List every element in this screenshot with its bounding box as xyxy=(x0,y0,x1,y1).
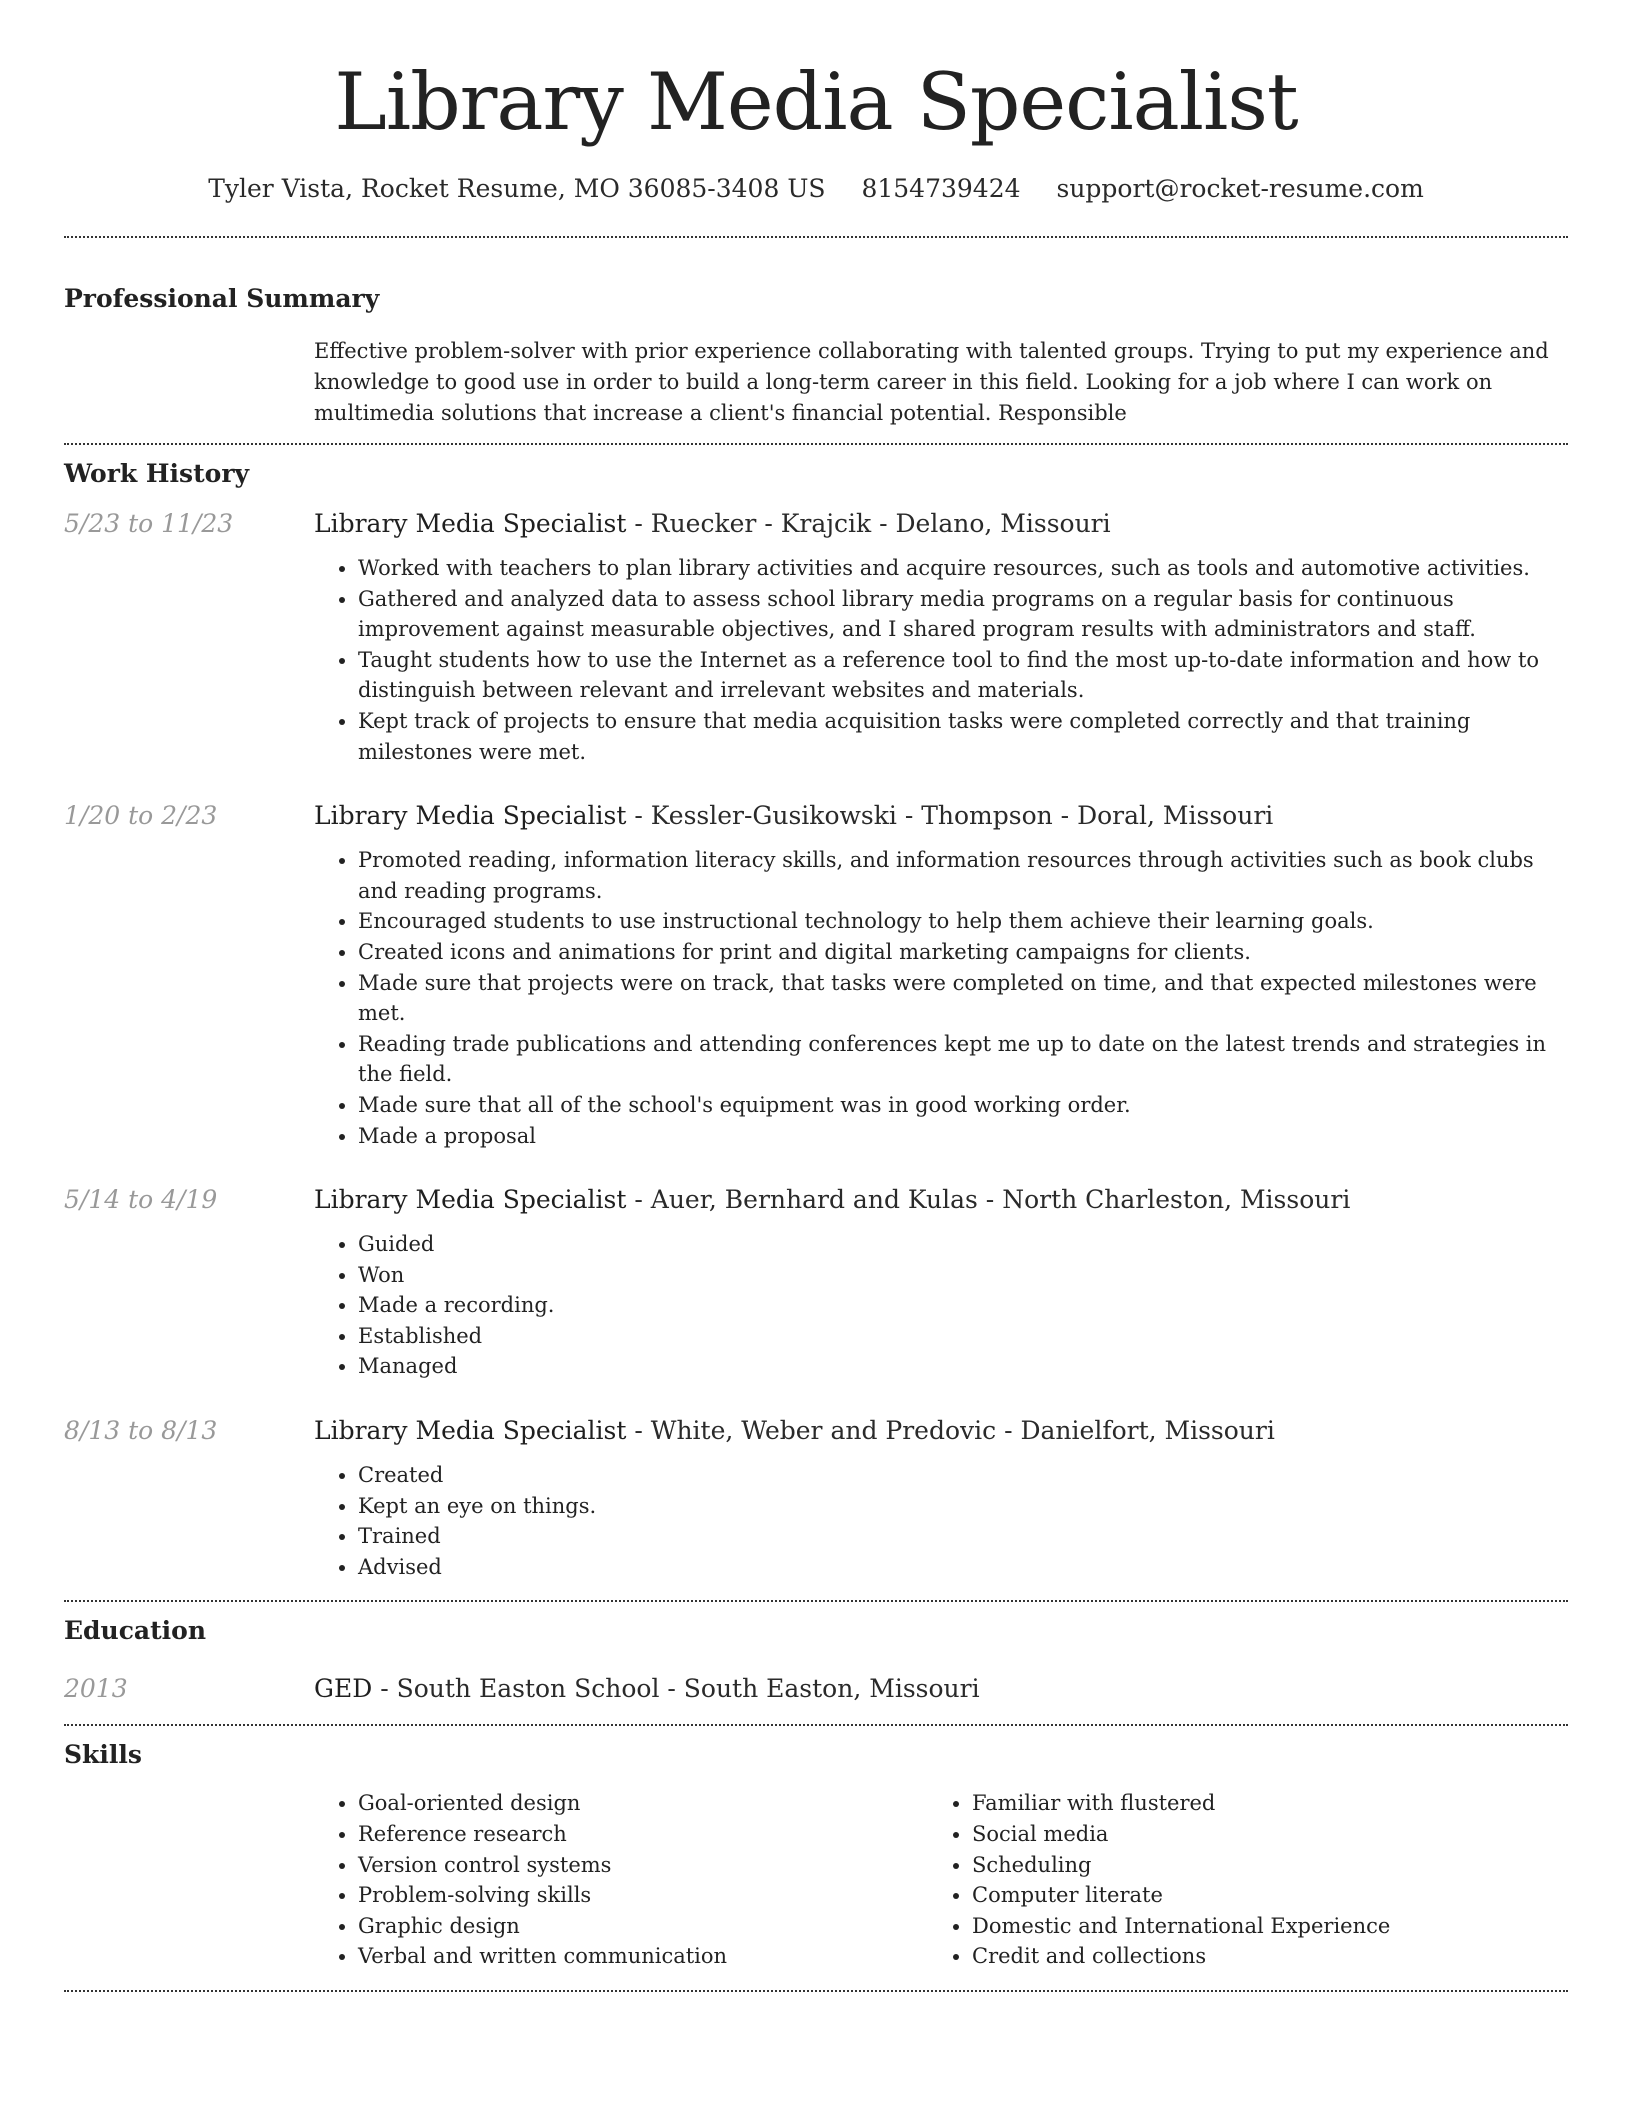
divider xyxy=(64,443,1568,445)
job-entry xyxy=(64,507,1568,767)
job-bullet: • Gathered and analyzed data to assess school library media programs on a regular basis for continuous improvement against measurable objectives, and I shared program results with administrators and staff. xyxy=(358,584,1568,645)
job-employer: - Auer, Bernhard and Kulas - North Charleston, Missouri xyxy=(626,1185,1351,1215)
job-dates: 1/20 to 2/23 xyxy=(64,801,218,831)
contact-line xyxy=(64,172,1568,206)
job-bullet: • Encouraged students to use instructional technology to help them achieve their learning goals. xyxy=(358,906,1568,937)
job-dates: 5/14 to 4/19 xyxy=(64,1185,218,1215)
job-bullet: • Advised xyxy=(358,1552,1568,1583)
skill-item: • Graphic design xyxy=(358,1911,928,1942)
job-bullet: • Managed xyxy=(358,1351,1568,1382)
job-header xyxy=(314,507,1568,541)
job-body xyxy=(314,1183,1568,1382)
job-title: Library Media Specialist xyxy=(314,1185,627,1215)
job-bullets xyxy=(314,845,1568,1151)
skill-item: • Problem-solving skills xyxy=(358,1880,928,1911)
job-dates: 5/23 to 11/23 xyxy=(64,509,234,538)
job-dates: 8/13 to 8/13 xyxy=(64,1416,218,1446)
education-heading: Education xyxy=(64,1616,207,1646)
job-bullet: • Established xyxy=(358,1321,1568,1352)
divider xyxy=(64,1724,1568,1726)
job-bullet: • Taught students how to use the Internet as a reference tool to find the most up-to-date information and how to distinguish between relevant and irrelevant websites and materials. xyxy=(358,645,1568,706)
job-bullet: • Created xyxy=(358,1460,1568,1491)
divider xyxy=(64,236,1568,238)
job-bullets xyxy=(314,553,1568,767)
job-bullet: • Worked with teachers to plan library activities and acquire resources, such as tools and automotive activities. xyxy=(358,553,1568,584)
job-entry xyxy=(64,799,1568,1151)
contact-phone: 8154739424 xyxy=(861,174,1021,203)
education-school: - South Easton School - South Easton, Missouri xyxy=(372,1674,980,1704)
skills-list-right xyxy=(928,1788,1568,1972)
skills-list-left xyxy=(314,1788,928,1972)
contact-address: Tyler Vista, Rocket Resume, MO 36085-3408 US xyxy=(208,174,826,203)
skill-item: • Computer literate xyxy=(972,1880,1568,1911)
job-bullet: • Made sure that all of the school's equipment was in good working order. xyxy=(358,1090,1568,1121)
divider xyxy=(64,1990,1568,1992)
work-history-section xyxy=(64,457,1568,1582)
education-body xyxy=(314,1672,1568,1706)
job-bullets xyxy=(314,1229,1568,1382)
summary-heading: Professional Summary xyxy=(64,284,380,313)
skill-item: • Credit and collections xyxy=(972,1941,1568,1972)
job-employer: - Ruecker - Krajcik - Delano, Missouri xyxy=(626,509,1111,538)
job-employer: - White, Weber and Predovic - Danielfort, Missouri xyxy=(626,1416,1275,1446)
skill-item: • Version control systems xyxy=(358,1850,928,1881)
job-entry xyxy=(64,1414,1568,1582)
skill-item: • Scheduling xyxy=(972,1850,1568,1881)
job-title: Library Media Specialist xyxy=(314,509,627,538)
job-bullet: • Trained xyxy=(358,1521,1568,1552)
education-year: 2013 xyxy=(64,1674,128,1704)
resume-title: Library Media Specialist xyxy=(334,56,1298,148)
skill-item: • Social media xyxy=(972,1819,1568,1850)
job-entry xyxy=(64,1183,1568,1382)
job-bullets xyxy=(314,1460,1568,1582)
job-bullet: • Reading trade publications and attending conferences kept me up to date on the latest trends and strategies in the field. xyxy=(358,1029,1568,1090)
job-bullet: • Kept track of projects to ensure that media acquisition tasks were completed correctly and that training milestones were met. xyxy=(358,706,1568,767)
skill-item: • Domestic and International Experience xyxy=(972,1911,1568,1942)
summary-text: Effective problem-solver with prior experience collaborating with talented groups. Trying to put my experience and knowledge to good use in order to build a long-term career in this field. Looking for a job where I can work on multimedia solutions that increase a client's financial potential. Responsible xyxy=(314,339,1549,425)
job-header xyxy=(314,799,1568,833)
job-bullet: • Created icons and animations for print and digital marketing campaigns for clients. xyxy=(358,937,1568,968)
job-bullet: • Guided xyxy=(358,1229,1568,1260)
skill-item: • Reference research xyxy=(358,1819,928,1850)
job-bullet: • Made sure that projects were on track, that tasks were completed on time, and that expected milestones were met. xyxy=(358,968,1568,1029)
job-body xyxy=(314,507,1568,767)
skills-heading: Skills xyxy=(64,1740,142,1770)
job-bullet: • Promoted reading, information literacy skills, and information resources through activities such as book clubs and reading programs. xyxy=(358,845,1568,906)
summary-section xyxy=(64,282,1568,429)
job-bullet: • Made a proposal xyxy=(358,1121,1568,1152)
job-bullet: • Made a recording. xyxy=(358,1290,1568,1321)
work-history-heading: Work History xyxy=(64,459,250,488)
job-employer: - Kessler-Gusikowski - Thompson - Doral, Missouri xyxy=(626,801,1274,831)
job-header xyxy=(314,1414,1568,1448)
skills-section xyxy=(64,1738,1568,1972)
job-title: Library Media Specialist xyxy=(314,1416,627,1446)
skills-grid xyxy=(314,1788,1568,1972)
education-header xyxy=(314,1672,1568,1706)
skill-item: • Verbal and written communication xyxy=(358,1941,928,1972)
education-degree: GED xyxy=(314,1674,373,1704)
skill-item: • Familiar with flustered xyxy=(972,1788,1568,1819)
job-title: Library Media Specialist xyxy=(314,801,627,831)
job-bullet: • Kept an eye on things. xyxy=(358,1491,1568,1522)
education-section xyxy=(64,1614,1568,1706)
divider xyxy=(64,1600,1568,1602)
skill-item: • Goal-oriented design xyxy=(358,1788,928,1819)
job-body xyxy=(314,1414,1568,1582)
job-bullet: • Won xyxy=(358,1260,1568,1291)
job-body xyxy=(314,799,1568,1151)
contact-email: support@rocket-resume.com xyxy=(1056,174,1424,203)
job-header xyxy=(314,1183,1568,1217)
education-entry xyxy=(64,1672,1568,1706)
